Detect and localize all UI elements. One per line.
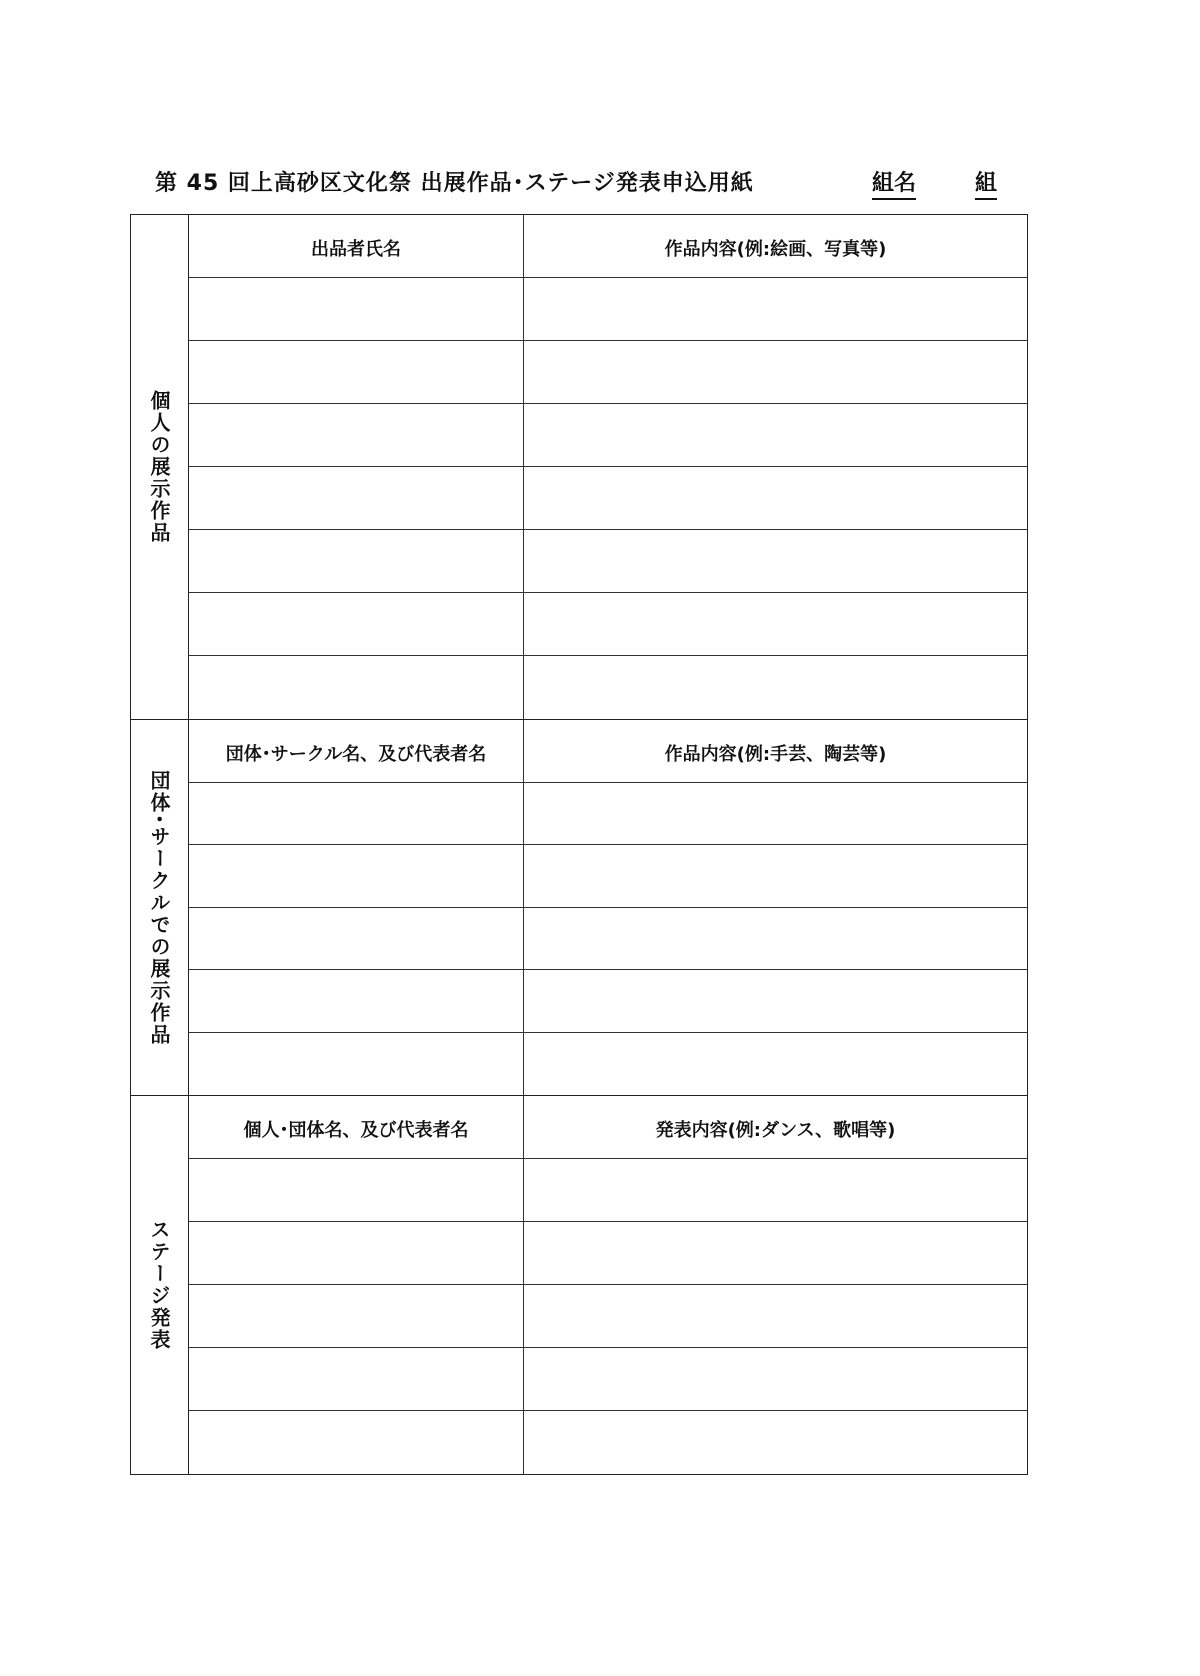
- entry-content-cell[interactable]: [524, 656, 1027, 719]
- section-grid: [189, 720, 1027, 1095]
- entry-row: [189, 530, 1027, 593]
- entry-row: [189, 467, 1027, 530]
- col1-header: 出品者氏名: [189, 215, 524, 277]
- entry-row: [189, 1285, 1027, 1348]
- entry-name-cell[interactable]: [189, 1411, 524, 1474]
- entry-row: [189, 656, 1027, 719]
- entry-name-cell[interactable]: [189, 908, 524, 970]
- entry-name-cell[interactable]: [189, 1222, 524, 1284]
- entry-row: [189, 1159, 1027, 1222]
- col2-header: 作品内容(例:手芸、陶芸等): [664, 744, 887, 765]
- entry-name-cell[interactable]: [189, 341, 524, 403]
- entry-row: [189, 404, 1027, 467]
- section-grid: [189, 1096, 1027, 1474]
- section-stage-performance: [131, 1096, 1027, 1474]
- section-side-label: ステージ発表: [147, 1219, 171, 1351]
- entry-row: [189, 593, 1027, 656]
- section-individual-exhibits: [131, 215, 1027, 720]
- entry-row: [189, 278, 1027, 341]
- header-row: [189, 215, 1027, 278]
- entry-row: [189, 341, 1027, 404]
- entry-row: [189, 783, 1027, 846]
- class-name-label: 組名: [872, 166, 916, 200]
- entry-name-cell[interactable]: [189, 970, 524, 1032]
- entry-content-cell[interactable]: [524, 908, 1027, 970]
- entry-name-cell[interactable]: [189, 278, 524, 340]
- col2-header: 作品内容(例:絵画、写真等): [664, 239, 887, 260]
- entry-content-cell[interactable]: [524, 970, 1027, 1032]
- entry-name-cell[interactable]: [189, 845, 524, 907]
- entry-content-cell[interactable]: [524, 1033, 1027, 1096]
- entry-row: [189, 908, 1027, 971]
- section-side-cell: [131, 215, 189, 719]
- entry-row: [189, 1411, 1027, 1474]
- entry-content-cell[interactable]: [524, 1411, 1027, 1474]
- entry-name-cell[interactable]: [189, 1285, 524, 1347]
- header-row: [189, 1096, 1027, 1159]
- entry-content-cell[interactable]: [524, 1222, 1027, 1284]
- section-side-cell: [131, 720, 189, 1095]
- entry-content-cell[interactable]: [524, 845, 1027, 907]
- entry-row: [189, 970, 1027, 1033]
- entry-name-cell[interactable]: [189, 783, 524, 845]
- section-side-label: 団体･サークルでの展示作品: [147, 769, 171, 1046]
- section-group-exhibits: [131, 720, 1027, 1096]
- class-name-suffix: 組: [975, 166, 997, 200]
- entry-content-cell[interactable]: [524, 278, 1027, 340]
- entry-row: [189, 1222, 1027, 1285]
- entry-content-cell[interactable]: [524, 783, 1027, 845]
- entry-name-cell[interactable]: [189, 1033, 524, 1096]
- col2-header: 発表内容(例:ダンス、歌唱等): [655, 1120, 896, 1141]
- entry-content-cell[interactable]: [524, 467, 1027, 529]
- header-row: [189, 720, 1027, 783]
- entry-name-cell[interactable]: [189, 1159, 524, 1221]
- entry-row: [189, 1033, 1027, 1096]
- entry-content-cell[interactable]: [524, 530, 1027, 592]
- application-form-table: [130, 214, 1028, 1475]
- entry-name-cell[interactable]: [189, 1348, 524, 1410]
- col1-header: 個人･団体名、及び代表者名: [189, 1096, 524, 1158]
- entry-name-cell[interactable]: [189, 467, 524, 529]
- entry-name-cell[interactable]: [189, 593, 524, 655]
- entry-content-cell[interactable]: [524, 341, 1027, 403]
- section-side-label: 個人の展示作品: [147, 390, 171, 544]
- section-side-cell: [131, 1096, 189, 1474]
- form-title-row: [155, 166, 1005, 202]
- entry-name-cell[interactable]: [189, 656, 524, 719]
- entry-content-cell[interactable]: [524, 404, 1027, 466]
- col1-header: 団体･サークル名、及び代表者名: [189, 720, 524, 782]
- entry-name-cell[interactable]: [189, 530, 524, 592]
- entry-row: [189, 1348, 1027, 1411]
- entry-content-cell[interactable]: [524, 1285, 1027, 1347]
- section-grid: [189, 215, 1027, 719]
- form-title: 第 45 回上高砂区文化祭 出展作品･ステージ発表申込用紙: [155, 171, 754, 196]
- entry-content-cell[interactable]: [524, 593, 1027, 655]
- entry-content-cell[interactable]: [524, 1348, 1027, 1410]
- entry-content-cell[interactable]: [524, 1159, 1027, 1221]
- entry-row: [189, 845, 1027, 908]
- entry-name-cell[interactable]: [189, 404, 524, 466]
